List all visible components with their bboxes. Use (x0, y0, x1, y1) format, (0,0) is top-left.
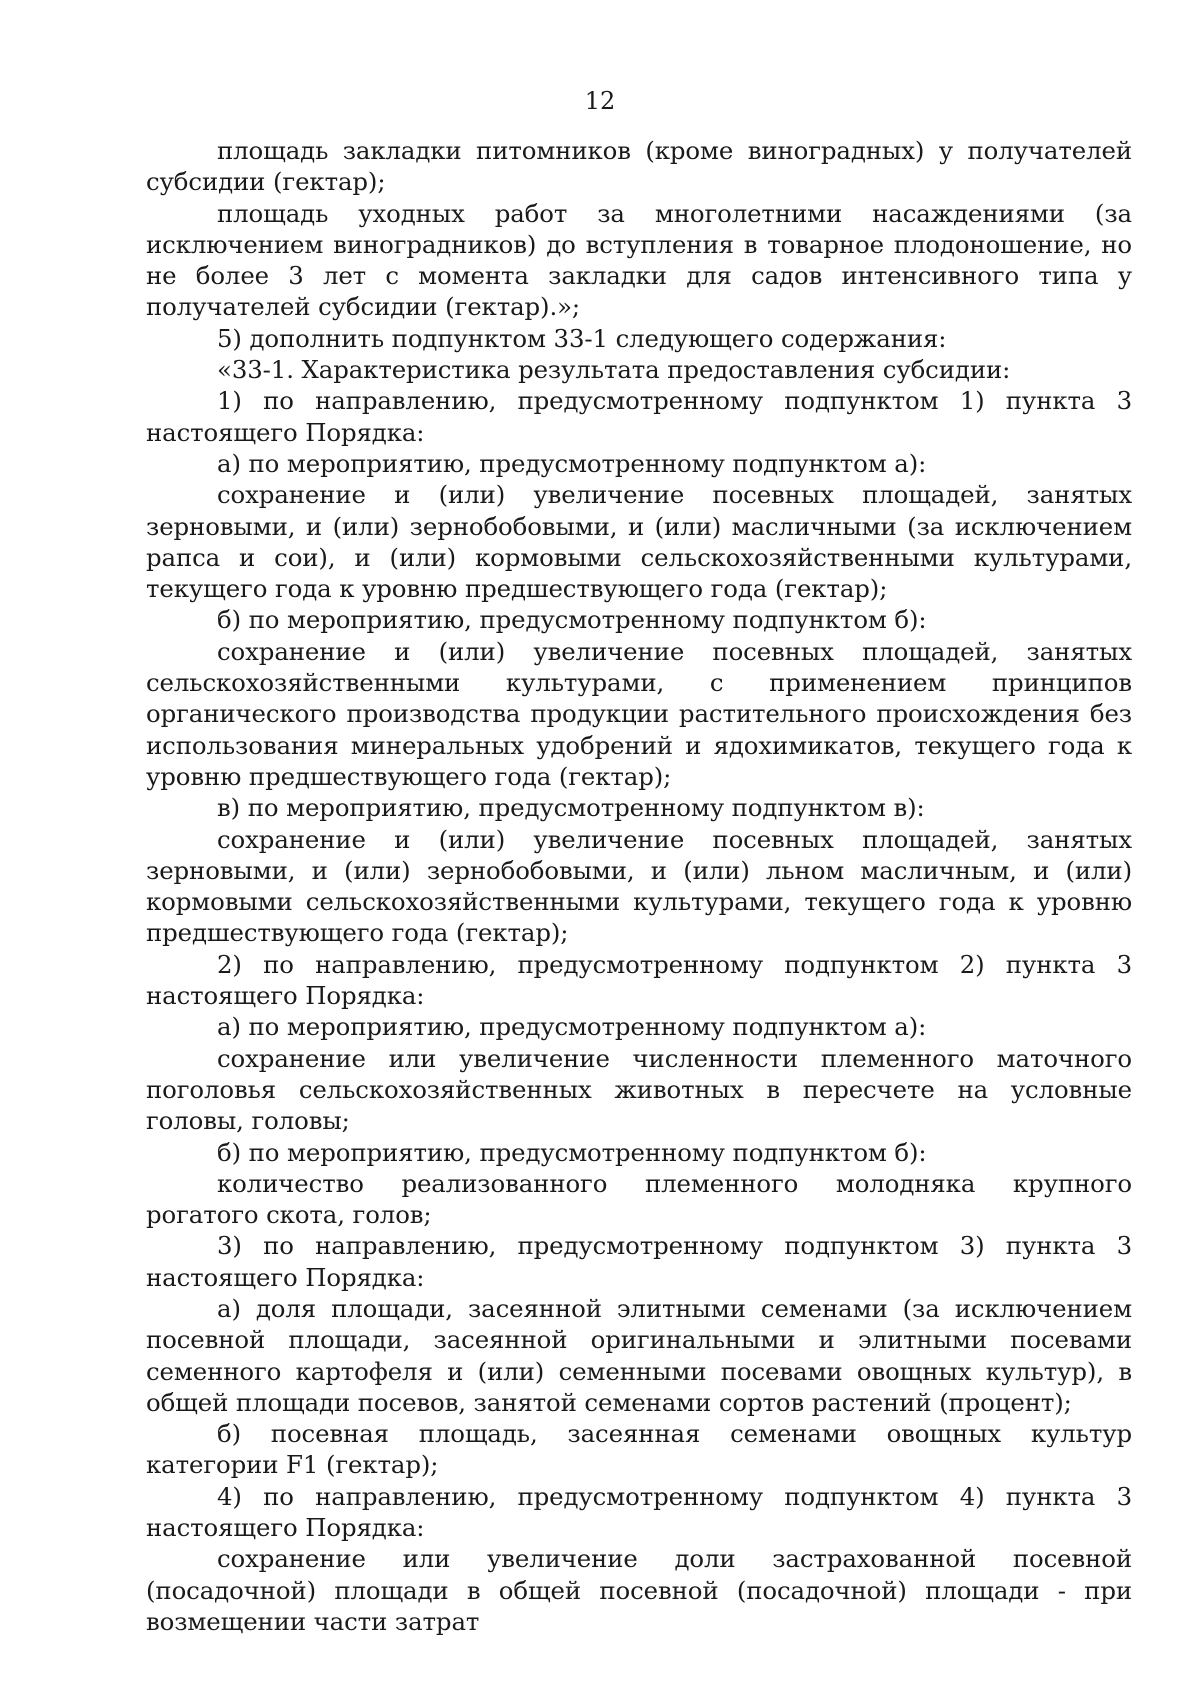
document-body (146, 135, 1132, 1637)
paragraph: б) по мероприятию, предусмотренному подпунктом б): (217, 1137, 927, 1167)
paragraph: б) посевная площадь, засеянная семенами овощных культур категории F1 (гектар); (146, 1419, 1132, 1480)
paragraph: б) по мероприятию, предусмотренному подпунктом б): (217, 605, 927, 635)
paragraph: а) по мероприятию, предусмотренному подпунктом а): (217, 1012, 927, 1042)
paragraph: а) по мероприятию, предусмотренному подпунктом а): (217, 448, 927, 478)
paragraph: количество реализованного племенного молодняка крупного рогатого скота, голов; (146, 1168, 1132, 1230)
paragraph: сохранение или увеличение численности племенного маточного поголовья сельскохозяйственных животных в пересчете на условные головы, головы; (146, 1043, 1132, 1136)
paragraph: площадь закладки питомников (кроме виноградных) у получателей субсидии (гектар); (146, 136, 1132, 197)
page-number: 12 (584, 87, 616, 115)
paragraph: сохранение и (или) увеличение посевных площадей, занятых сельскохозяйственными культурами, с применением принципов органического производства продукции растительного происхождения без использования минеральных удобрений и ядохимикатов, текущего года к уровню предшествующего года (гектар); (146, 636, 1132, 791)
paragraph: в) по мероприятию, предусмотренному подпунктом в): (217, 793, 925, 823)
paragraph: 4) по направлению, предусмотренному подпунктом 4) пункта 3 настоящего Порядка: (146, 1481, 1132, 1543)
paragraph: 3) по направлению, предусмотренному подпунктом 3) пункта 3 настоящего Порядка: (146, 1231, 1132, 1292)
paragraph: сохранение и (или) увеличение посевных площадей, занятых зерновыми, и (или) зернобобовыми, и (или) масличными (за исключением рапса и сои), и (или) кормовыми сельскохозяйственными культурами, текущего года к уровню предшествующего года (гектар); (146, 480, 1132, 604)
paragraph: площадь уходных работ за многолетними насаждениями (за исключением виноградников) до вступления в товарное плодоношение, но не более 3 лет с момента закладки для садов интенсивного типа у получателей субсидии (гектар).»; (146, 198, 1132, 322)
paragraph: а) доля площади, засеянной элитными семенами (за исключением посевной площади, засеянной оригинальными и элитными посевами семенного картофеля и (или) семенными посевами овощных культур), в общей площади посевов, занятой семенами сортов растений (процент); (146, 1293, 1132, 1417)
paragraph: 2) по направлению, предусмотренному подпунктом 2) пункта 3 настоящего Порядка: (146, 949, 1132, 1011)
paragraph: сохранение и (или) увеличение посевных площадей, занятых зерновыми, и (или) зернобобовыми, и (или) льном масличным, и (или) кормовыми сельскохозяйственными культурами, текущего года к уровню предшествующего года (гектар); (146, 824, 1132, 948)
paragraph: 1) по направлению, предусмотренному подпунктом 1) пункта 3 настоящего Порядка: (146, 386, 1132, 447)
paragraph: сохранение или увеличение доли застрахованной посевной (посадочной) площади в общей посевной (посадочной) площади - при возмещении части затрат (146, 1544, 1132, 1636)
paragraph: 5) дополнить подпунктом 33-1 следующего содержания: (217, 323, 947, 353)
paragraph: «33-1. Характеристика результата предоставления субсидии: (217, 355, 1011, 385)
